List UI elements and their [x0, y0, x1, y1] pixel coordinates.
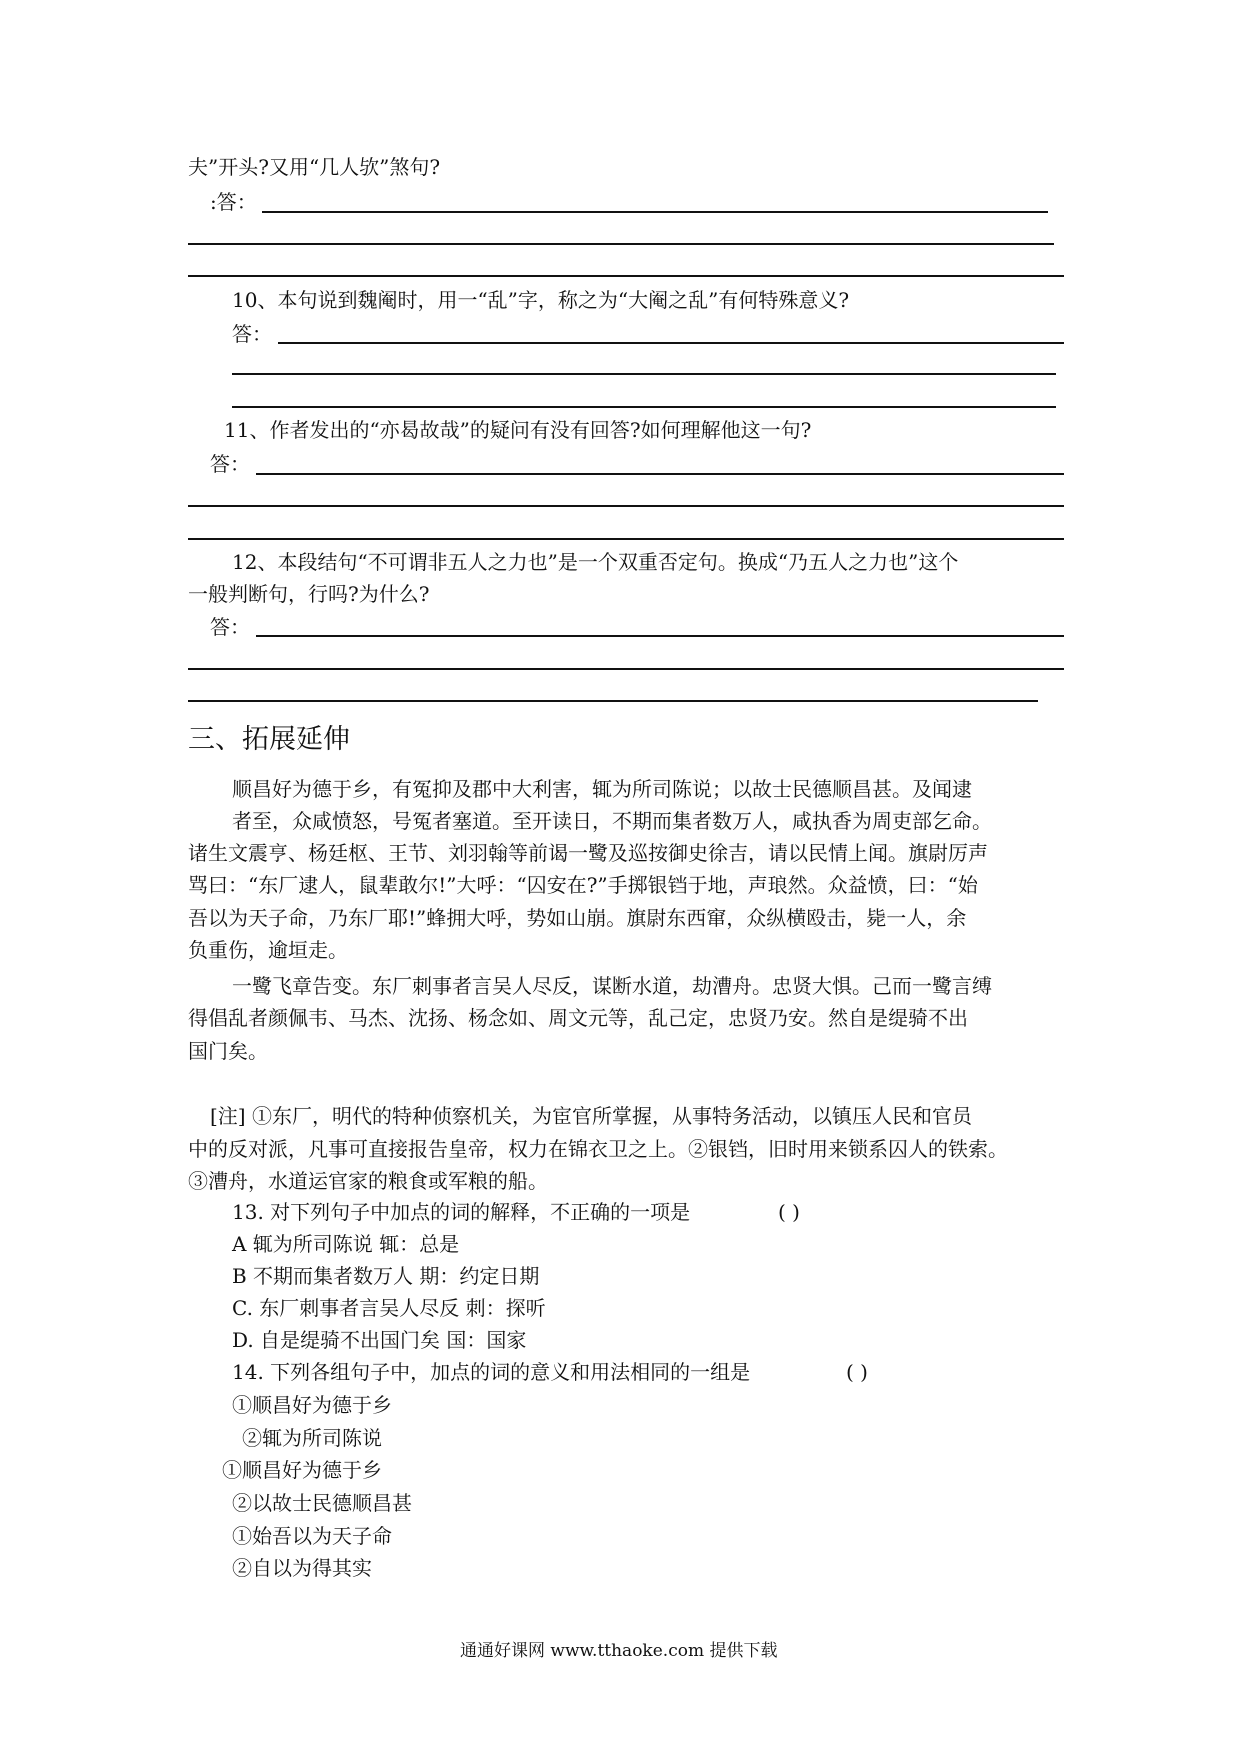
q13-option-a: A 辄为所司陈说 辄：总是 — [232, 1232, 460, 1256]
note-line-3: ③漕舟，水道运官家的粮食或军粮的船。 — [188, 1169, 548, 1193]
q13-stem: 13. 对下列句子中加点的词的解释，不正确的一项是 — [232, 1200, 691, 1224]
q11-answer-line-2[interactable] — [188, 505, 1064, 507]
q11-answer-line-1[interactable] — [256, 473, 1064, 475]
q14-item-5: ①始吾以为天子命 — [232, 1524, 392, 1548]
passage-p1-line-3: 诸生文震亨、杨廷枢、王节、刘羽翰等前谒一鹭及巡按御史徐吉，请以民情上闻。旗尉厉声 — [188, 841, 988, 865]
q12-text-line-1: 12、本段结句“不可谓非五人之力也”是一个双重否定句。换成“乃五人之力也”这个 — [232, 550, 959, 574]
q10-text: 10、本句说到魏阉时，用一“乱”字，称之为“大阉之乱”有何特殊意义? — [232, 288, 850, 312]
footer-source: 通通好课网 www.tthaoke.com 提供下载 — [460, 1641, 778, 1661]
q14-item-3: ①顺昌好为德于乡 — [222, 1458, 382, 1482]
q12-answer-line-1[interactable] — [256, 635, 1064, 637]
passage-p2-line-1: 一鹭飞章告变。东厂刺事者言吴人尽反，谋断水道，劫漕舟。忠贤大惧。己而一鹭言缚 — [232, 974, 992, 998]
q11-answer-line-3[interactable] — [188, 538, 1064, 540]
q10-answer-line-2[interactable] — [232, 373, 1056, 375]
q9-answer-label: :答： — [210, 190, 257, 214]
q14-answer-bracket[interactable]: ( ) — [846, 1360, 868, 1384]
note-line-1: [注] ①东厂，明代的特种侦察机关，为宦官所掌握，从事特务活动，以镇压人民和官员 — [210, 1104, 972, 1128]
q9-answer-line-1[interactable] — [262, 211, 1048, 213]
q12-answer-line-3[interactable] — [188, 700, 1038, 702]
passage-p2-line-3: 国门矣。 — [188, 1039, 268, 1063]
q14-item-2: ②辄为所司陈说 — [242, 1426, 382, 1450]
q14-item-4: ②以故士民德顺昌甚 — [232, 1491, 412, 1515]
passage-p1-line-6: 负重伤，逾垣走。 — [188, 938, 348, 962]
q9-answer-line-3[interactable] — [188, 275, 1064, 277]
q12-text-line-2: 一般判断句，行吗?为什么? — [188, 582, 430, 606]
q12-answer-line-2[interactable] — [188, 668, 1064, 670]
q12-answer-label: 答： — [210, 615, 250, 639]
q14-stem: 14. 下列各组句子中，加点的词的意义和用法相同的一组是 — [232, 1360, 751, 1384]
q11-answer-label: 答： — [210, 452, 250, 476]
passage-p1-line-1: 顺昌好为德于乡，有冤抑及郡中大利害，辄为所司陈说；以故士民德顺昌甚。及闻逮 — [232, 777, 972, 801]
q13-option-b: B 不期而集者数万人 期：约定日期 — [232, 1264, 540, 1288]
q9-continuation: 夫”开头?又用“几人欤”煞句? — [188, 155, 441, 179]
q10-answer-label: 答： — [232, 322, 272, 346]
q9-answer-line-2[interactable] — [188, 243, 1054, 245]
q10-answer-line-1[interactable] — [278, 342, 1064, 344]
passage-p2-line-2: 得倡乱者颜佩韦、马杰、沈扬、杨念如、周文元等，乱己定，忠贤乃安。然自是缇骑不出 — [188, 1006, 968, 1030]
note-line-2: 中的反对派，凡事可直接报告皇帝，权力在锦衣卫之上。②银铛，旧时用来锁系囚人的铁索。 — [188, 1137, 1008, 1161]
q10-answer-line-3[interactable] — [232, 406, 1056, 408]
q11-text: 11、作者发出的“亦曷故哉”的疑问有没有回答?如何理解他这一句? — [224, 418, 812, 442]
q14-item-1: ①顺昌好为德于乡 — [232, 1393, 392, 1417]
passage-p1-line-2: 者至，众咸愤怒，号冤者塞道。至开读日，不期而集者数万人，咸执香为周吏部乞命。 — [232, 809, 992, 833]
q13-answer-bracket[interactable]: ( ) — [778, 1200, 800, 1224]
section-heading: 三、拓展延伸 — [188, 724, 350, 755]
q14-item-6: ②自以为得其实 — [232, 1556, 372, 1580]
passage-p1-line-5: 吾以为天子命，乃东厂耶!”蜂拥大呼，势如山崩。旗尉东西窜，众纵横殴击，毙一人，余 — [188, 906, 967, 930]
q13-option-d: D. 自是缇骑不出国门矣 国：国家 — [232, 1328, 527, 1352]
q13-option-c: C. 东厂刺事者言吴人尽反 刺：探听 — [232, 1296, 546, 1320]
passage-p1-line-4: 骂曰：“东厂逮人，鼠辈敢尔!”大呼：“囚安在?”手掷银铛于地，声琅然。众益愤，曰：“始 — [188, 873, 978, 897]
